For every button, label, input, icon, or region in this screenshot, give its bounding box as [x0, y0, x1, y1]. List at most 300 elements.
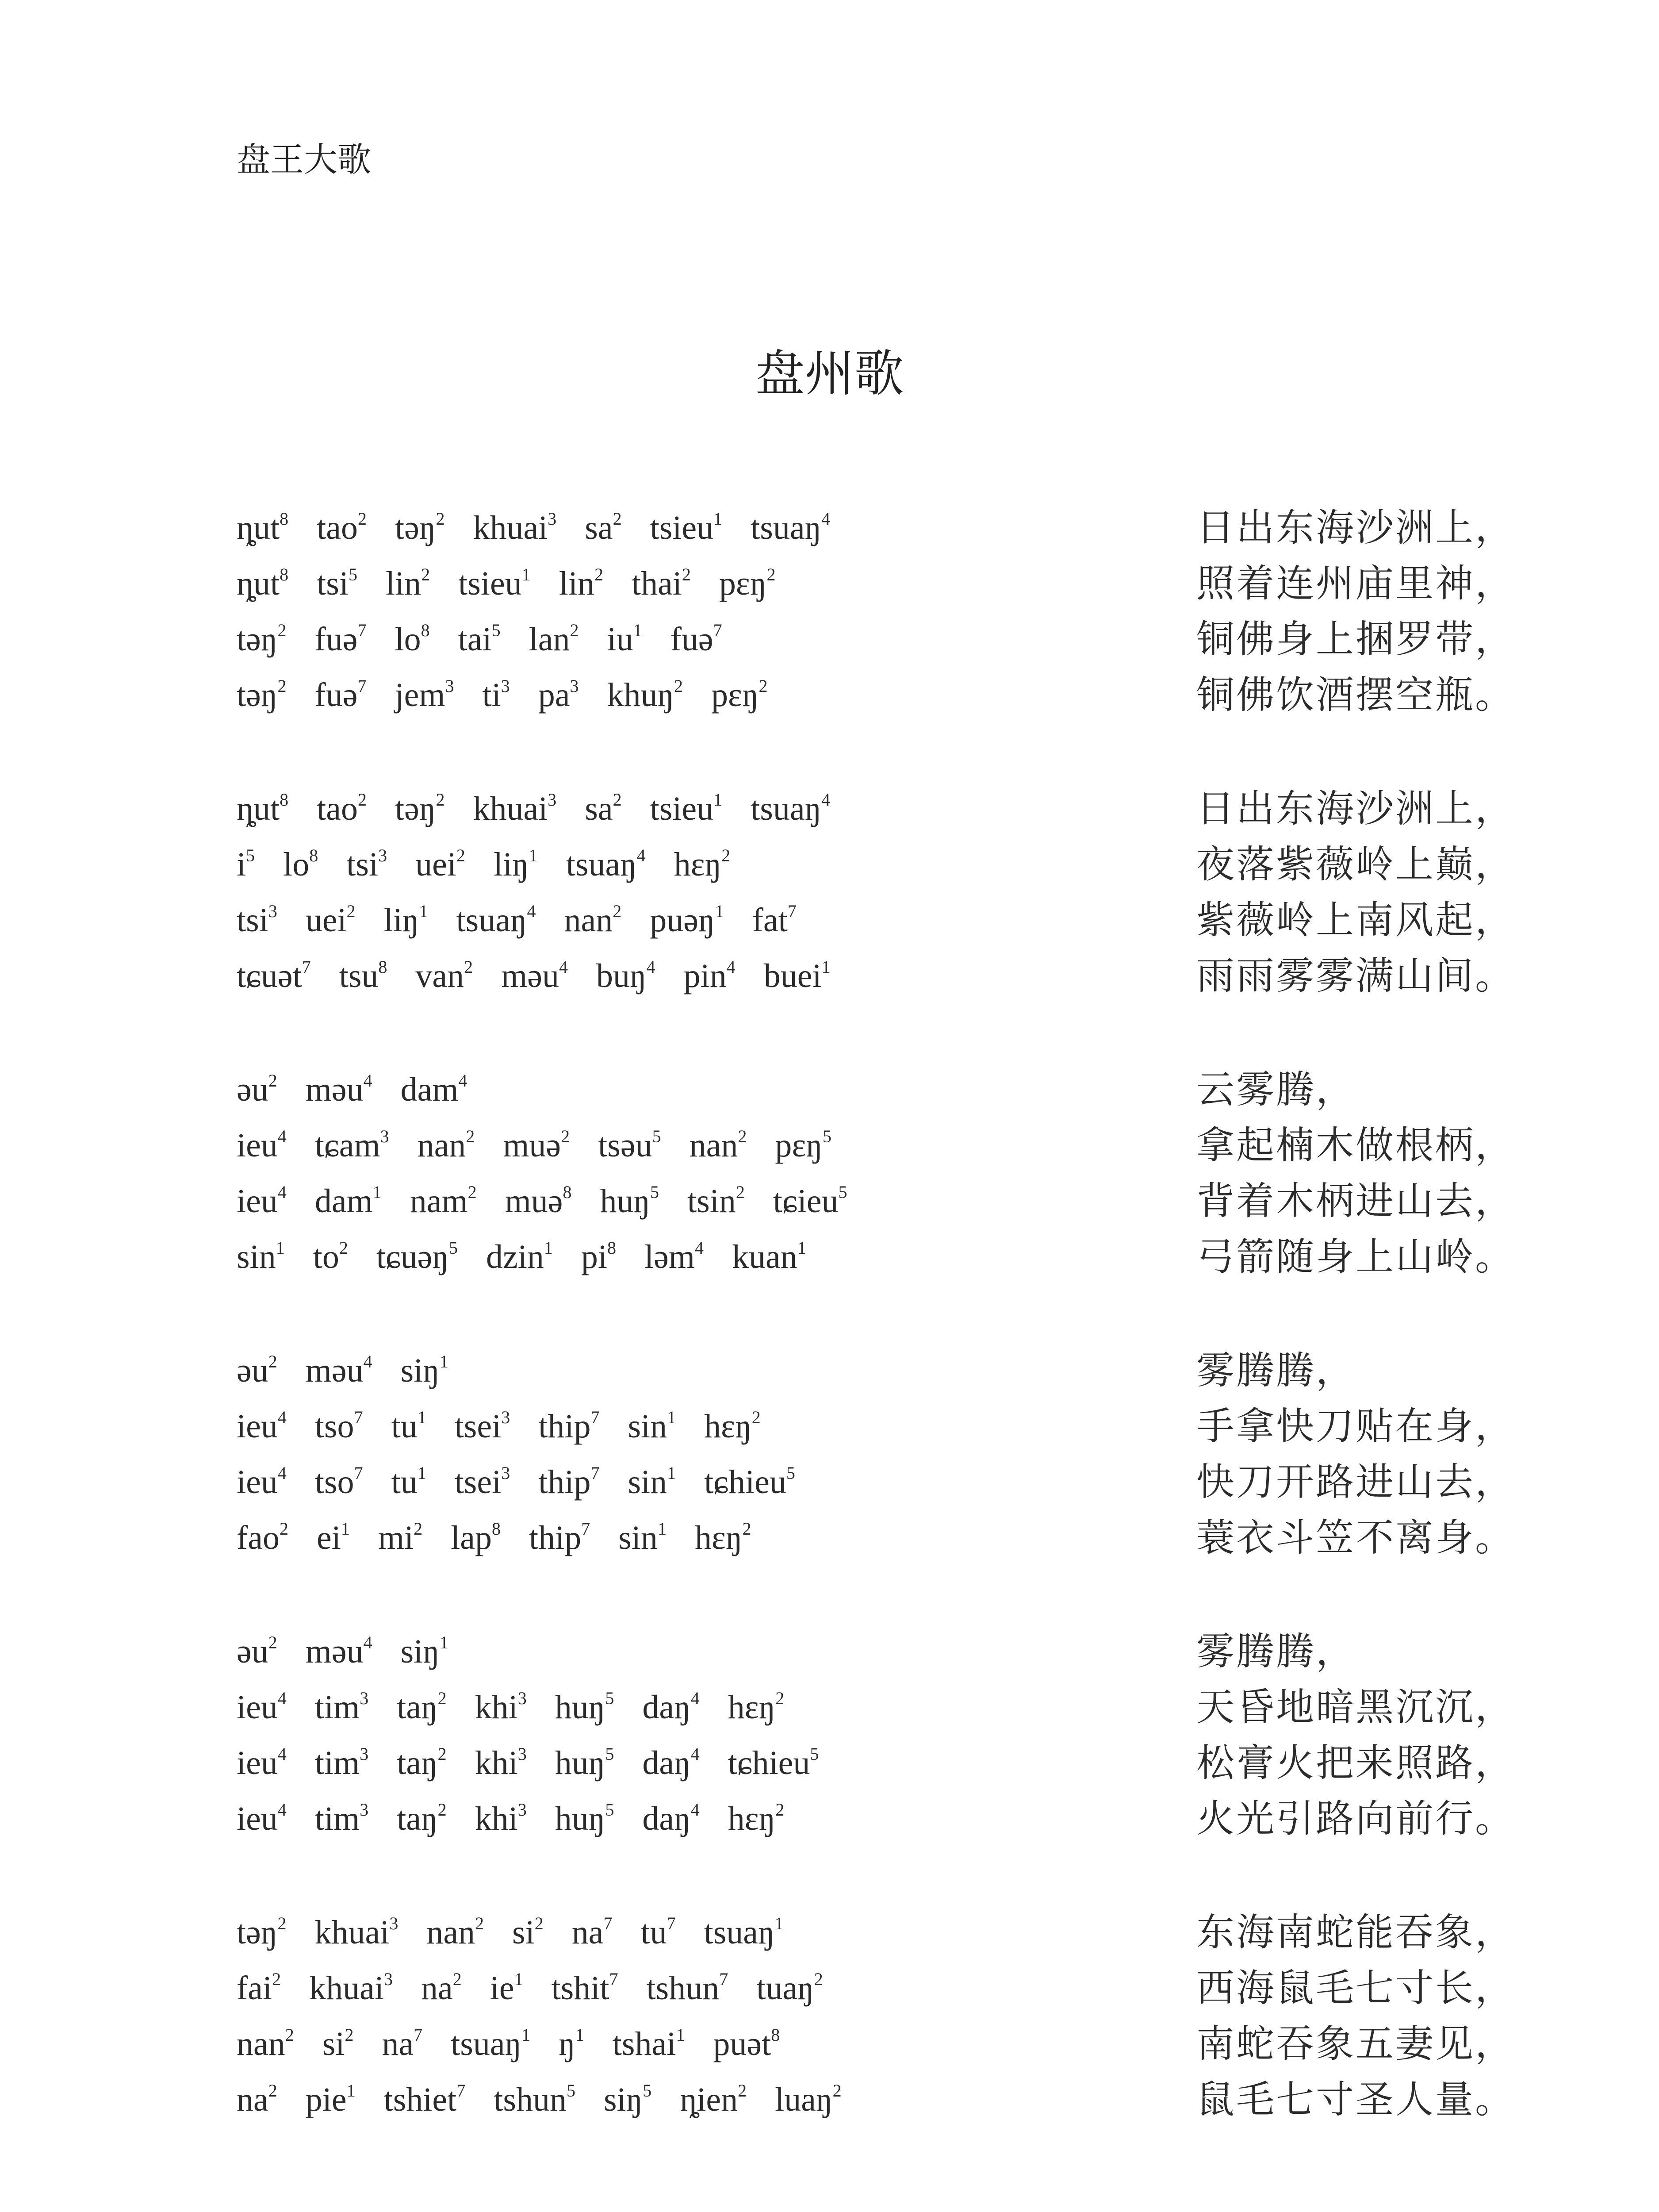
syllable: [564, 892, 622, 948]
syllable: [397, 1735, 446, 1791]
romanization-block: [237, 1062, 876, 1285]
syllable: [773, 1173, 847, 1229]
syllable-text: tsin: [687, 1183, 736, 1220]
syllable: [775, 2072, 841, 2128]
syllable: [642, 1735, 699, 1791]
syllable-text: hɛŋ: [694, 1519, 743, 1556]
syllable: [490, 1960, 523, 2016]
syllable: [237, 1905, 286, 1960]
tone-number: 2: [268, 1352, 277, 1371]
tone-number: 2: [613, 790, 622, 810]
syllable-text: tso: [314, 1408, 354, 1445]
syllable: [315, 1398, 363, 1454]
tone-number: 1: [676, 2025, 685, 2045]
syllable: [647, 1960, 728, 2016]
tone-number: 1: [417, 1407, 426, 1427]
syllable: [283, 837, 318, 892]
tone-number: 2: [736, 1182, 745, 1202]
syllable-text: taŋ: [397, 1744, 438, 1782]
syllable: [401, 1062, 467, 1118]
syllable-text: pɛŋ: [711, 676, 759, 714]
syllable: [475, 1791, 527, 1847]
romanization-line: [237, 611, 858, 667]
tone-number: 3: [360, 1800, 369, 1820]
tone-number: 4: [277, 1182, 287, 1202]
tone-number: 7: [590, 1407, 600, 1427]
tone-number: 1: [774, 1913, 784, 1933]
tone-number: 2: [345, 2025, 354, 2045]
stanza: [0, 1624, 1659, 1871]
romanization-block: [237, 1905, 870, 2128]
tone-number: 7: [581, 1519, 590, 1539]
syllable: [237, 781, 288, 837]
running-header: 盘王大歌: [237, 140, 371, 179]
translation-line: 快刀开路进山去，: [1196, 1460, 1515, 1504]
tone-number: 8: [280, 509, 289, 529]
syllable-text: khi: [475, 1800, 518, 1837]
tone-number: 2: [738, 2081, 747, 2101]
stanza: [0, 1343, 1659, 1590]
tone-number: 2: [534, 1913, 544, 1933]
tone-number: 4: [726, 957, 736, 977]
syllable-text: ȵut: [237, 790, 280, 827]
syllable: [604, 2072, 651, 2128]
tone-number: 2: [277, 676, 287, 696]
syllable-text: nam: [410, 1183, 468, 1220]
tone-number: 8: [492, 1519, 501, 1539]
romanization-line: [237, 837, 859, 892]
tone-number: 2: [272, 1969, 281, 1989]
syllable: [607, 611, 642, 667]
syllable-text: ləm: [644, 1238, 695, 1275]
syllable-text: pie: [305, 2081, 347, 2118]
tone-number: 1: [439, 1632, 448, 1652]
syllable-text: məu: [305, 1352, 364, 1389]
syllable: [397, 1679, 446, 1735]
translation-block: [1196, 1343, 1515, 1566]
tone-number: 2: [775, 1688, 785, 1708]
syllable: [237, 892, 277, 948]
syllable: [314, 667, 366, 723]
syllable: [494, 2072, 575, 2128]
tone-number: 7: [667, 1913, 676, 1933]
syllable: [719, 556, 776, 611]
syllable: [395, 500, 444, 556]
tone-number: 1: [529, 845, 538, 865]
tone-number: 1: [372, 1182, 382, 1202]
tone-number: 3: [501, 676, 510, 696]
syllable: [505, 1173, 572, 1229]
syllable-text: əu: [237, 1071, 268, 1108]
tone-number: 2: [268, 2081, 277, 2101]
tone-number: 5: [652, 1126, 661, 1146]
tone-number: 7: [456, 2081, 466, 2101]
tone-number: 3: [268, 901, 277, 921]
syllable: [384, 892, 428, 948]
syllable-text: pin: [683, 957, 727, 995]
syllable: [650, 500, 723, 556]
syllable-text: təŋ: [237, 676, 278, 714]
tone-number: 8: [607, 1238, 616, 1258]
tone-number: 2: [759, 676, 768, 696]
syllable-text: thip: [529, 1519, 582, 1556]
syllable-text: fuə: [314, 676, 358, 714]
translation-line: 云雾腾，: [1196, 1068, 1356, 1112]
syllable: [455, 1454, 510, 1510]
translation-line: 紫薇岭上南风起，: [1196, 898, 1515, 942]
tone-number: 3: [517, 1688, 527, 1708]
syllable: [704, 1905, 784, 1960]
syllable: [314, 1905, 398, 1960]
syllable-text: dzin: [486, 1238, 544, 1275]
tone-number: 1: [821, 957, 831, 977]
syllable: [382, 2016, 422, 2072]
tone-number: 3: [360, 1688, 369, 1708]
tone-number: 4: [690, 1800, 700, 1820]
syllable: [237, 1062, 277, 1118]
syllable: [732, 1229, 806, 1285]
tone-number: 2: [436, 790, 445, 810]
romanization-line: [237, 1510, 824, 1566]
syllable-text: thip: [538, 1463, 591, 1501]
tone-number: 3: [548, 790, 557, 810]
syllable-text: ȵien: [680, 2081, 738, 2118]
romanization-line: [237, 1735, 847, 1791]
tone-number: 2: [437, 1688, 447, 1708]
syllable: [237, 1735, 287, 1791]
syllable: [397, 1791, 446, 1847]
tone-number: 4: [277, 1744, 287, 1764]
syllable-text: khuai: [309, 1970, 384, 2007]
syllable-text: thai: [631, 565, 682, 602]
romanization-line: [237, 1679, 847, 1735]
syllable-text: fuə: [670, 621, 713, 658]
syllable-text: tsi: [346, 846, 379, 883]
tone-number: 1: [417, 1463, 426, 1483]
syllable-text: ȵut: [237, 565, 280, 602]
syllable-text: tso: [314, 1463, 354, 1501]
syllable-text: təŋ: [395, 509, 436, 546]
tone-number: 7: [357, 620, 367, 640]
tone-number: 3: [517, 1744, 527, 1764]
syllable-text: iu: [607, 621, 633, 658]
syllable-text: van: [415, 957, 464, 995]
syllable-text: ei: [317, 1519, 341, 1556]
tone-number: 2: [268, 1071, 277, 1091]
syllable-text: tim: [314, 1689, 360, 1726]
syllable-text: lap: [451, 1519, 492, 1556]
romanization-line: [237, 1398, 824, 1454]
stanza: [0, 781, 1659, 1029]
syllable: [775, 1118, 831, 1173]
syllable: [555, 1791, 614, 1847]
syllable: [512, 1905, 544, 1960]
syllable-text: puət: [713, 2025, 771, 2062]
syllable-text: nan: [564, 902, 613, 939]
syllable-text: tshun: [646, 1970, 720, 2007]
tone-number: 2: [466, 1126, 475, 1146]
syllable-text: məu: [501, 957, 559, 995]
tone-number: 1: [514, 1969, 523, 1989]
syllable-text: tu: [640, 1914, 667, 1951]
syllable-text: dam: [314, 1183, 373, 1220]
syllable-text: təŋ: [237, 621, 278, 658]
syllable-text: taŋ: [397, 1800, 438, 1837]
syllable-text: uei: [415, 846, 456, 883]
syllable: [687, 1173, 745, 1229]
tone-number: 7: [354, 1407, 363, 1427]
syllable-text: tsu: [339, 957, 379, 995]
syllable: [237, 667, 286, 723]
syllable-text: tu: [391, 1408, 418, 1445]
syllable-text: taŋ: [397, 1689, 438, 1726]
tone-number: 5: [491, 620, 501, 640]
syllable: [566, 837, 646, 892]
syllable: [695, 1510, 751, 1566]
syllable: [314, 611, 366, 667]
syllable: [618, 1510, 667, 1566]
translation-line: 照着连州庙里神，: [1196, 561, 1515, 606]
syllable: [237, 1229, 285, 1285]
tone-number: 7: [357, 676, 367, 696]
syllable-text: tsəu: [598, 1127, 652, 1164]
syllable-text: sin: [618, 1519, 658, 1556]
translation-line: 鼠毛七寸圣人量。: [1196, 2078, 1515, 2122]
syllable: [237, 1510, 288, 1566]
tone-number: 1: [575, 2025, 584, 2045]
tone-number: 4: [363, 1632, 372, 1652]
tone-number: 2: [277, 1913, 287, 1933]
tone-number: 2: [414, 1519, 423, 1539]
syllable-text: ieu: [237, 1744, 278, 1782]
translation-block: [1196, 1905, 1515, 2128]
syllable-text: kuan: [732, 1238, 797, 1275]
tone-number: 2: [456, 845, 465, 865]
syllable: [317, 781, 367, 837]
tone-number: 7: [787, 901, 797, 921]
tone-number: 2: [766, 565, 776, 584]
syllable: [473, 500, 556, 556]
tone-number: 4: [821, 790, 831, 810]
tone-number: 5: [348, 565, 357, 584]
syllable: [237, 1791, 287, 1847]
tone-number: 7: [354, 1463, 363, 1483]
translation-line: 雾腾腾，: [1196, 1348, 1356, 1393]
syllable-text: tsuaŋ: [751, 790, 822, 827]
syllable-text: tshit: [551, 1970, 609, 2007]
syllable: [315, 1454, 363, 1510]
syllable-text: təŋ: [395, 790, 436, 827]
tone-number: 5: [786, 1463, 795, 1483]
syllable: [600, 1173, 659, 1229]
tone-number: 5: [650, 1182, 659, 1202]
tone-number: 4: [527, 901, 536, 921]
syllable-text: tsei: [454, 1463, 502, 1501]
syllable-text: daŋ: [642, 1744, 691, 1782]
syllable: [306, 892, 356, 948]
tone-number: 2: [357, 790, 367, 810]
tone-number: 4: [636, 845, 646, 865]
syllable-text: i: [237, 846, 246, 883]
tone-number: 1: [667, 1407, 676, 1427]
tone-number: 4: [458, 1071, 467, 1091]
syllable-text: tshun: [494, 2081, 567, 2118]
syllable: [728, 1735, 819, 1791]
syllable-text: khi: [475, 1744, 518, 1782]
syllable: [585, 500, 621, 556]
tone-number: 2: [682, 565, 691, 584]
syllable-text: ieu: [237, 1183, 278, 1220]
syllable-text: tao: [317, 790, 358, 827]
syllable-text: huŋ: [555, 1744, 605, 1782]
syllable: [455, 1398, 510, 1454]
tone-number: 3: [360, 1744, 369, 1764]
syllable-text: tɕuəŋ: [376, 1238, 449, 1275]
tone-number: 4: [277, 1463, 287, 1483]
tone-number: 1: [276, 1238, 285, 1258]
tone-number: 2: [751, 1407, 761, 1427]
romanization-line: [237, 500, 858, 556]
syllable: [317, 500, 367, 556]
syllable: [395, 667, 454, 723]
romanization-line: [237, 948, 859, 1004]
syllable: [728, 1791, 785, 1847]
syllable: [237, 1173, 287, 1229]
syllable-text: tsieu: [650, 509, 714, 546]
syllable-text: ieu: [237, 1408, 278, 1445]
translation-line: 日出东海沙洲上，: [1196, 506, 1515, 550]
stanza: [0, 1062, 1659, 1310]
syllable: [346, 837, 387, 892]
tone-number: 1: [419, 901, 428, 921]
translation-line: 南蛇吞象五妻见，: [1196, 2022, 1515, 2066]
syllable: [764, 948, 831, 1004]
syllable: [628, 1398, 676, 1454]
syllable: [572, 1905, 613, 1960]
syllable-text: fat: [752, 902, 788, 939]
syllable: [237, 2016, 294, 2072]
syllable: [756, 1960, 823, 2016]
tone-number: 2: [452, 1969, 462, 1989]
romanization-line: [237, 1791, 847, 1847]
syllable-text: hɛŋ: [704, 1408, 752, 1445]
syllable: [415, 837, 465, 892]
syllable: [529, 611, 579, 667]
romanization-line: [237, 1118, 876, 1173]
syllable-text: tsuaŋ: [451, 2025, 522, 2062]
syllable-text: pɛŋ: [719, 565, 767, 602]
syllable: [410, 1173, 477, 1229]
translation-block: [1196, 500, 1515, 723]
syllable: [237, 1624, 277, 1679]
syllable: [237, 556, 288, 611]
syllable-text: tsuaŋ: [704, 1914, 775, 1951]
tone-number: 3: [389, 1913, 398, 1933]
translation-line: 雨雨雾雾满山间。: [1196, 954, 1515, 998]
syllable: [395, 781, 444, 837]
syllable-text: na: [571, 1914, 604, 1951]
syllable: [607, 667, 683, 723]
syllable-text: khuai: [473, 509, 548, 546]
tone-number: 5: [605, 1800, 614, 1820]
syllable: [421, 1960, 462, 2016]
syllable-text: huŋ: [555, 1800, 605, 1837]
tone-number: 7: [302, 957, 311, 977]
syllable: [376, 1229, 458, 1285]
syllable-text: pɛŋ: [775, 1127, 823, 1164]
translation-line: 东海南蛇能吞象，: [1196, 1910, 1515, 1955]
translation-line: 雾腾腾，: [1196, 1629, 1356, 1674]
syllable: [581, 1229, 616, 1285]
syllable-text: siŋ: [400, 1352, 440, 1389]
syllable: [315, 1679, 368, 1735]
syllable-text: to: [313, 1238, 339, 1275]
tone-number: 5: [822, 1126, 831, 1146]
syllable-text: fao: [237, 1519, 280, 1556]
romanization-line: [237, 556, 858, 611]
romanization-line: [237, 1905, 870, 1960]
syllable: [670, 611, 722, 667]
translation-line: 手拿快刀贴在身，: [1196, 1404, 1515, 1448]
tone-number: 1: [657, 1519, 667, 1539]
tone-number: 5: [605, 1688, 614, 1708]
tone-number: 1: [713, 790, 723, 810]
syllable-text: muə: [505, 1183, 563, 1220]
translation-line: 铜佛饮酒摆空瓶。: [1196, 673, 1515, 717]
syllable-text: si: [322, 2025, 345, 2062]
syllable-text: na: [237, 2081, 268, 2118]
tone-number: 3: [384, 1969, 393, 1989]
syllable-text: nan: [426, 1914, 475, 1951]
syllable-text: jem: [395, 676, 445, 714]
syllable: [237, 1343, 277, 1398]
syllable: [451, 1510, 501, 1566]
tone-number: 1: [439, 1352, 448, 1371]
syllable-text: liŋ: [493, 846, 529, 883]
syllable-text: buŋ: [596, 957, 647, 995]
syllable: [391, 1398, 426, 1454]
syllable-text: liŋ: [383, 902, 419, 939]
syllable: [456, 892, 536, 948]
syllable: [384, 2072, 466, 2128]
syllable: [642, 1679, 699, 1735]
syllable-text: tɕieu: [773, 1183, 839, 1220]
syllable: [458, 556, 531, 611]
syllable: [322, 2016, 354, 2072]
tone-number: 7: [590, 1463, 600, 1483]
syllable: [494, 837, 538, 892]
tone-number: 1: [633, 620, 642, 640]
romanization-line: [237, 1343, 824, 1398]
tone-number: 5: [810, 1744, 819, 1764]
syllable: [538, 1398, 599, 1454]
syllable-text: lo: [283, 846, 310, 883]
romanization-block: [237, 1343, 824, 1566]
tone-number: 2: [357, 509, 367, 529]
syllable-text: lin: [385, 565, 421, 602]
syllable-text: ȵut: [237, 509, 280, 546]
tone-number: 2: [421, 565, 430, 584]
syllable: [632, 556, 691, 611]
syllable-text: pa: [538, 676, 570, 714]
syllable-text: huŋ: [555, 1689, 605, 1726]
syllable-text: khuai: [314, 1914, 390, 1951]
syllable: [751, 781, 830, 837]
syllable: [315, 1791, 368, 1847]
syllable: [237, 500, 288, 556]
syllable: [503, 1118, 570, 1173]
tone-number: 1: [667, 1463, 676, 1483]
